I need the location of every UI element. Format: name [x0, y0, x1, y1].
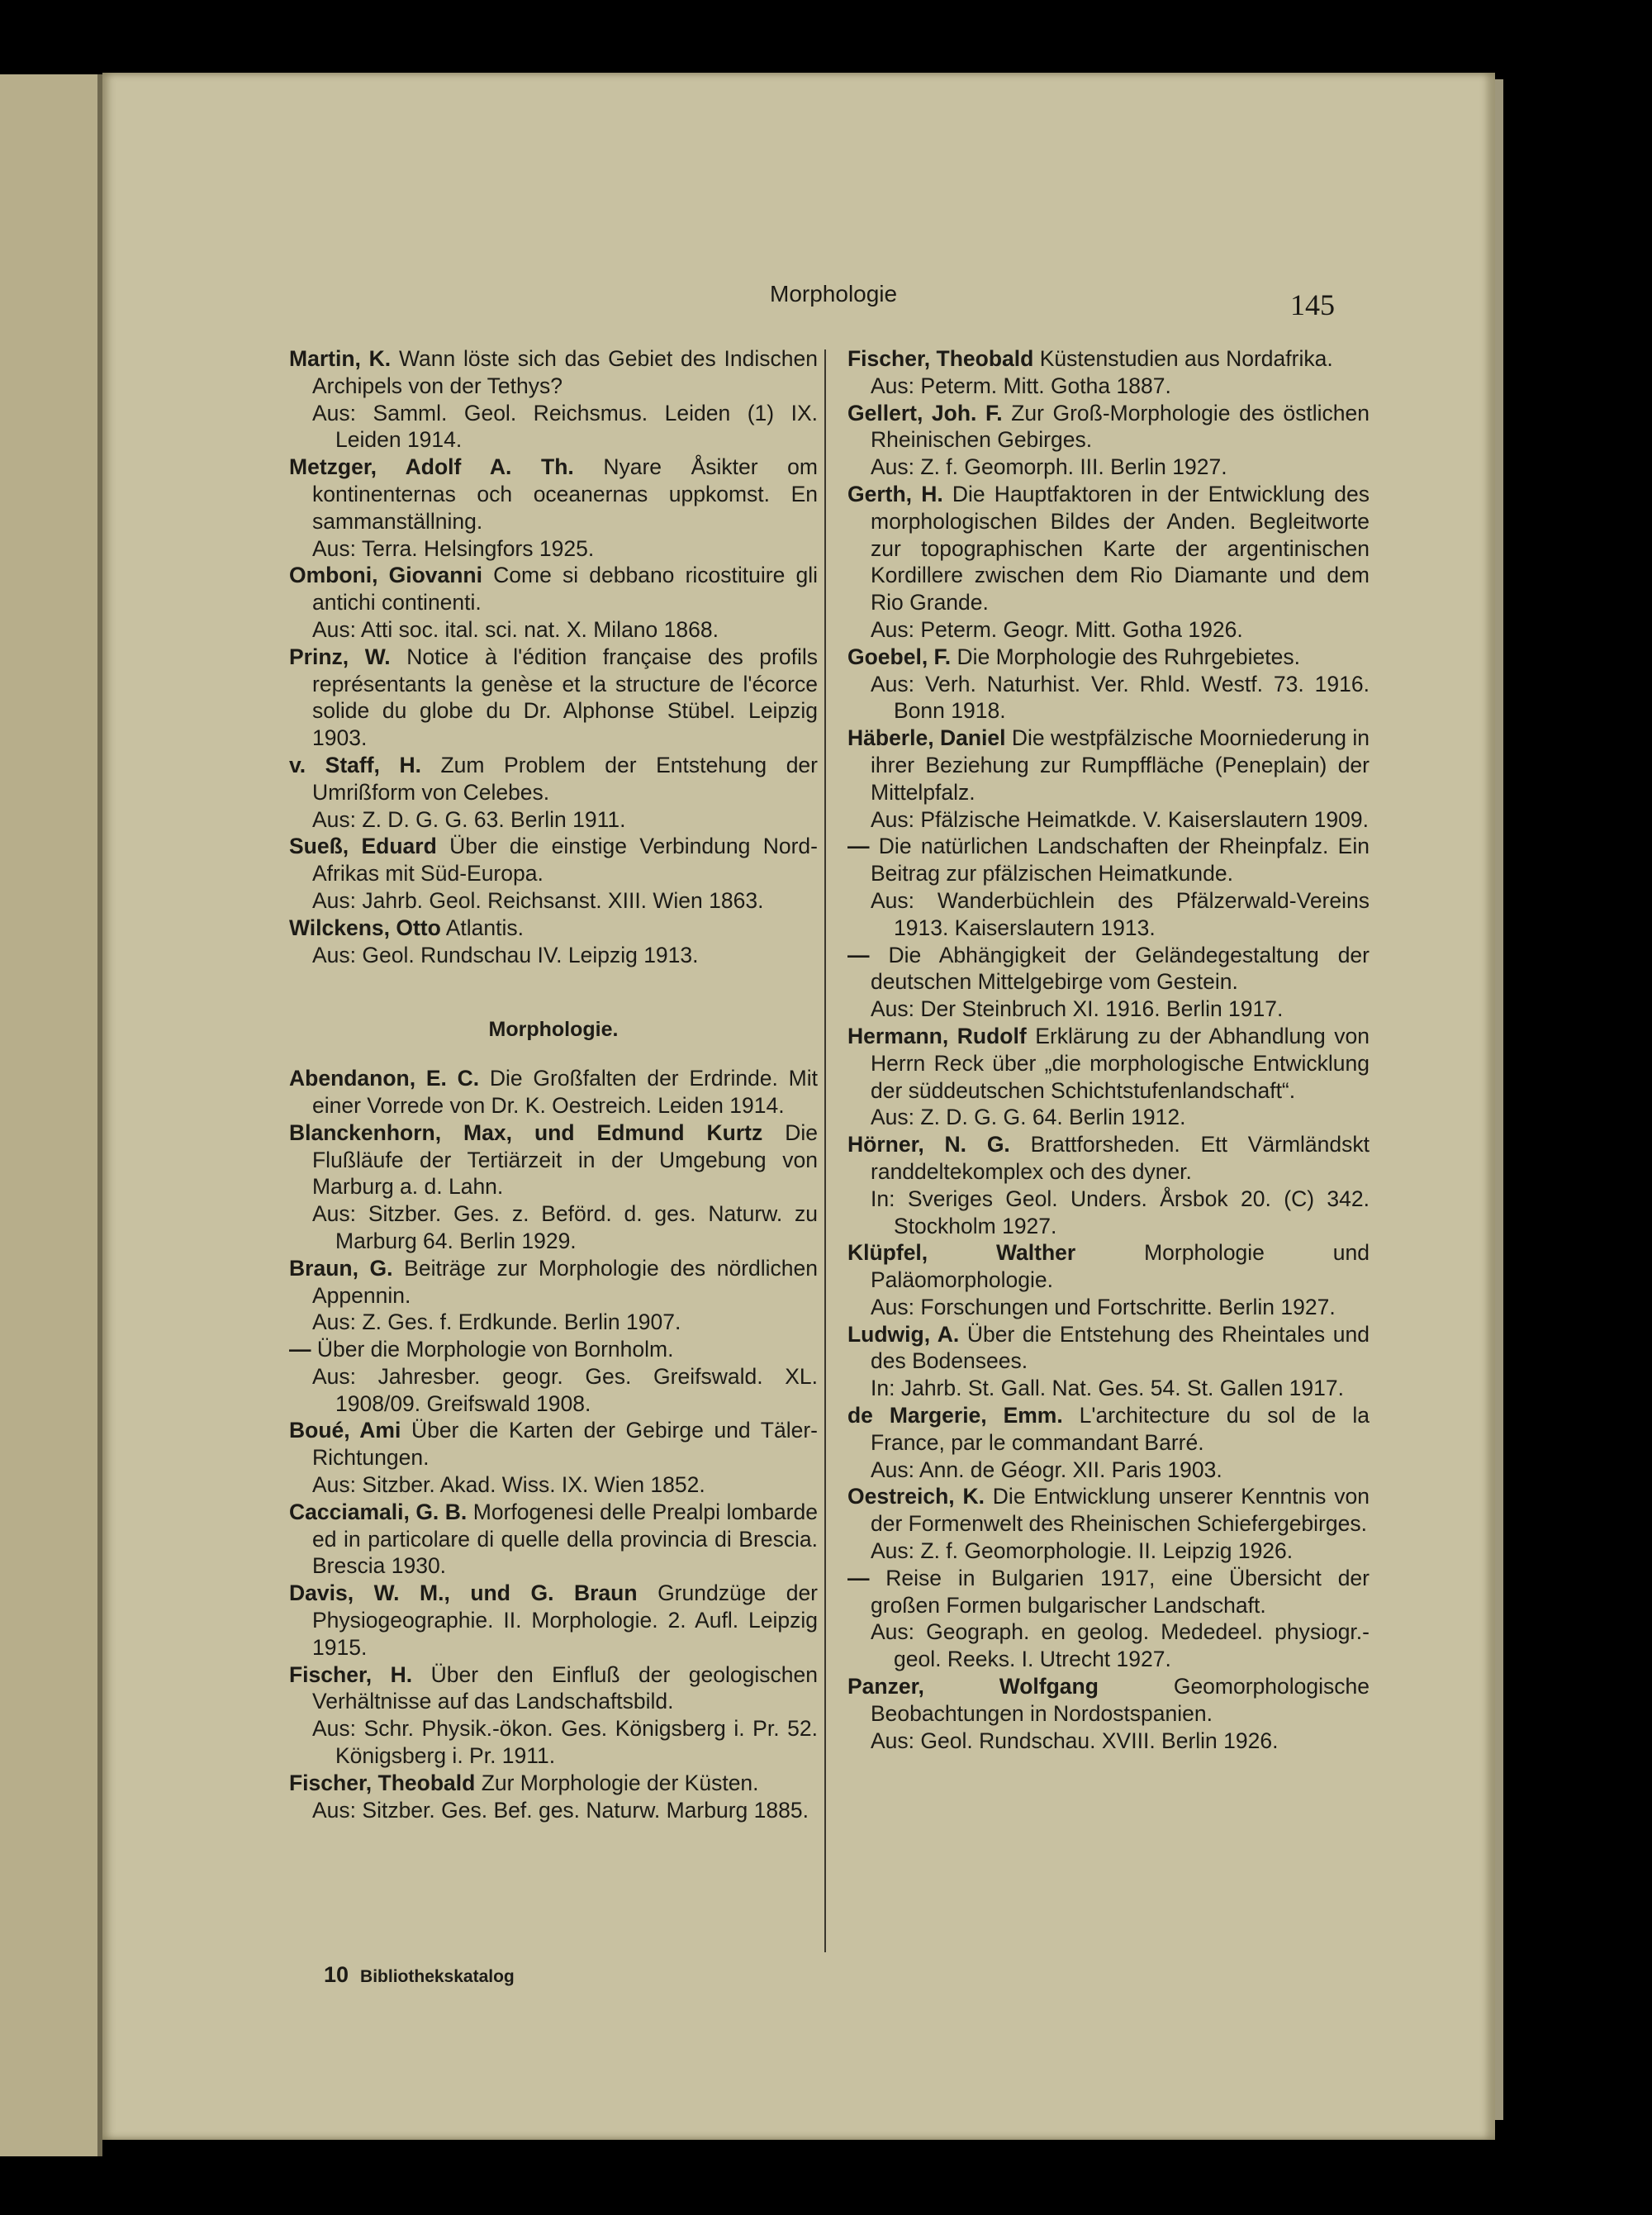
entry-author: Häberle, Daniel	[847, 725, 1006, 751]
bibliography-entry	[847, 1321, 1370, 1402]
entry-main	[289, 345, 818, 400]
entry-source: Aus: Sitzber. Ges. Bef. ges. Naturw. Marburg 1885.	[312, 1797, 809, 1823]
entry-main	[847, 644, 1370, 671]
entry-source: Aus: Pfälzische Heimatkde. V. Kaiserslautern 1909.	[871, 806, 1369, 832]
bibliography-entry	[289, 752, 818, 833]
entry-source: Aus: Z. D. G. G. 63. Berlin 1911.	[312, 806, 626, 832]
entry-main	[847, 1402, 1370, 1457]
entry-author: Braun, G.	[289, 1255, 393, 1281]
entry-title: Über den Einfluß der geologischen Verhältnisse auf das Landschaftsbild.	[312, 1661, 818, 1714]
entry-author: Cacciamali, G. B.	[289, 1499, 468, 1524]
entry-main	[289, 1255, 818, 1310]
entry-title: Notice à l'édition française des profils représentants la genèse et la structure de l'écorce solide du globe du Dr. Alphonse Stübel. Leipzig 1903.	[312, 644, 818, 751]
entry-author: —	[289, 1337, 311, 1362]
entry-title: Die Großfalten der Erdrinde. Mit einer Vorrede von Dr. K. Oestreich. Leiden 1914.	[312, 1066, 818, 1118]
entry-source: Aus: Z. f. Geomorphologie. II. Leipzig 1926.	[871, 1538, 1294, 1564]
running-title: Morphologie	[770, 281, 898, 307]
entry-title: Die natürlichen Landschaften der Rheinpfalz. Ein Beitrag zur pfälzischen Heimatkunde.	[871, 834, 1370, 886]
bibliography-entry	[847, 400, 1370, 481]
bibliography-entry	[847, 725, 1370, 833]
entry-source: Aus: Terra. Helsingfors 1925.	[312, 535, 595, 561]
entry-title: Atlantis.	[445, 915, 524, 940]
bibliography-entry	[289, 1499, 818, 1580]
bibliography-entry	[289, 1255, 818, 1336]
entry-title: Zum Problem der Entstehung der Umrißform von Celebes.	[312, 752, 818, 805]
entry-source: Aus: Schr. Physik.-ökon. Ges. Königsberg i. Pr. 52. Königsberg i. Pr. 1911.	[312, 1716, 818, 1769]
bibliography-entry	[289, 1580, 818, 1661]
entry-title: Morphologie und Paläomorphologie.	[871, 1240, 1370, 1293]
entry-source: Aus: Jahrb. Geol. Reichsanst. XIII. Wien 1863.	[312, 887, 764, 913]
entry-author: Boué, Ami	[289, 1418, 401, 1443]
bibliography-entry	[847, 1565, 1370, 1673]
entry-author: Metzger, Adolf A. Th.	[289, 454, 574, 480]
bibliography-entry	[847, 942, 1370, 1023]
entry-main	[847, 345, 1370, 373]
page-footer	[324, 1962, 515, 1988]
entry-author: Blanckenhorn, Max, und Edmund Kurtz	[289, 1119, 763, 1145]
entry-title: Die Abhängigkeit der Geländegestaltung der deutschen Mittelgebirge vom Gestein.	[871, 942, 1370, 995]
bibliography-entry	[289, 1661, 818, 1770]
previous-page-edge	[0, 74, 102, 2156]
entry-main	[847, 400, 1370, 454]
bibliography-entry	[847, 1131, 1370, 1239]
entry-author: Goebel, F.	[847, 644, 952, 669]
entry-main	[847, 725, 1370, 806]
entry-main	[847, 1673, 1370, 1728]
entry-main	[847, 1565, 1370, 1619]
entry-title: Geomorphologische Beobachtungen in Nordostspanien.	[871, 1674, 1370, 1726]
entry-main	[847, 1483, 1370, 1538]
entry-source: Aus: Samml. Geol. Reichsmus. Leiden (1) IX. Leiden 1914.	[312, 400, 818, 453]
page-edge	[1495, 79, 1503, 2120]
column-divider	[824, 349, 826, 1952]
bibliography-entry	[847, 833, 1370, 941]
entry-main	[289, 1336, 818, 1363]
entry-source: In: Jahrb. St. Gall. Nat. Ges. 54. St. Gallen 1917.	[871, 1376, 1344, 1401]
entry-main	[289, 915, 818, 942]
book-page	[102, 73, 1495, 2140]
entry-author: v. Staff, H.	[289, 752, 421, 777]
bibliography-entry	[289, 1417, 818, 1498]
bibliography-entry	[289, 562, 818, 643]
bibliography-entry	[847, 1239, 1370, 1320]
left-column	[289, 345, 818, 1823]
entry-author: Panzer, Wolfgang	[847, 1674, 1099, 1699]
right-column	[847, 345, 1370, 1754]
bibliography-entry	[847, 481, 1370, 644]
entry-title: Über die Morphologie von Bornholm.	[316, 1337, 674, 1362]
bibliography-entry	[847, 345, 1370, 400]
entry-source: Aus: Ann. de Géogr. XII. Paris 1903.	[871, 1457, 1222, 1482]
entry-main	[289, 1499, 818, 1580]
entry-author: Sueß, Eduard	[289, 834, 437, 859]
entry-title: Über die Entstehung des Rheintales und des Bodensees.	[871, 1321, 1370, 1374]
entry-title: Erklärung zu der Abhandlung von Herrn Reck über „die morphologische Entwicklung der süddeutschen Schichtstufenlandschaft“.	[871, 1023, 1370, 1103]
entry-source: Aus: Sitzber. Ges. z. Beförd. d. ges. Naturw. zu Marburg 64. Berlin 1929.	[312, 1201, 818, 1253]
entry-main	[847, 942, 1370, 996]
bibliography-entry	[847, 1483, 1370, 1564]
entry-author: —	[847, 1565, 870, 1590]
entry-main	[289, 454, 818, 535]
entry-title: L'architecture du sol de la France, par le commandant Barré.	[871, 1403, 1370, 1455]
entry-source: Aus: Geol. Rundschau. XVIII. Berlin 1926.	[871, 1728, 1279, 1753]
entry-source: Aus: Geograph. en geolog. Mededeel. physiogr.-geol. Reeks. I. Utrecht 1927.	[871, 1619, 1370, 1672]
entry-title: Die Flußläufe der Tertiärzeit in der Umgebung von Marburg a. d. Lahn.	[312, 1119, 818, 1200]
entry-author: Fischer, H.	[289, 1661, 413, 1687]
entry-author: Prinz, W.	[289, 644, 391, 669]
bibliography-entry	[289, 345, 818, 454]
section-heading: Morphologie.	[488, 1018, 619, 1042]
entry-title: Come si debbano ricostituire gli antichi continenti.	[312, 563, 818, 616]
bibliography-entry	[289, 1770, 818, 1824]
bibliography-entry	[289, 1065, 818, 1119]
bibliography-entry	[289, 915, 818, 969]
entry-source: In: Sveriges Geol. Unders. Årsbok 20. (C) 342. Stockholm 1927.	[871, 1186, 1370, 1238]
entry-source: Aus: Verh. Naturhist. Ver. Rhld. Westf. 73. 1916. Bonn 1918.	[871, 671, 1370, 724]
entry-author: —	[847, 942, 870, 967]
entry-author: Hörner, N. G.	[847, 1132, 1010, 1157]
bibliography-entry	[847, 1673, 1370, 1754]
entry-author: de Margerie, Emm.	[847, 1403, 1063, 1428]
entry-source: Aus: Atti soc. ital. sci. nat. X. Milano 1868.	[312, 616, 719, 642]
entry-main	[289, 833, 818, 887]
entry-main	[289, 1065, 818, 1119]
entry-main	[847, 1131, 1370, 1186]
entry-title: Wann löste sich das Gebiet des Indischen Archipels von der Tethys?	[312, 346, 818, 398]
entry-author: Davis, W. M., und G. Braun	[289, 1580, 638, 1606]
entry-author: Oestreich, K.	[847, 1484, 985, 1509]
entry-author: Fischer, Theobald	[289, 1770, 476, 1795]
entry-source: Aus: Z. f. Geomorph. III. Berlin 1927.	[871, 454, 1227, 480]
entry-title: Über die einstige Verbindung Nord-Afrikas mit Süd-Europa.	[312, 834, 818, 886]
entry-main	[289, 644, 818, 752]
entry-title: Reise in Bulgarien 1917, eine Übersicht der großen Formen bulgarischer Landschaft.	[871, 1565, 1370, 1618]
entry-main	[289, 1770, 818, 1797]
entry-source: Aus: Z. D. G. G. 64. Berlin 1912.	[871, 1105, 1186, 1130]
entry-source: Aus: Z. Ges. f. Erdkunde. Berlin 1907.	[312, 1310, 681, 1335]
entry-main	[847, 481, 1370, 616]
entry-source: Aus: Der Steinbruch XI. 1916. Berlin 1917.	[871, 996, 1284, 1022]
entry-title: Die Entwicklung unserer Kenntnis von der Formenwelt des Rheinischen Schiefergebirges.	[871, 1484, 1370, 1537]
entry-main	[847, 1239, 1370, 1294]
entry-author: Klüpfel, Walther	[847, 1240, 1076, 1266]
page-number: 145	[1290, 288, 1335, 321]
entry-author: Omboni, Giovanni	[289, 563, 482, 588]
page-header	[102, 279, 1495, 321]
entry-title: Zur Groß-Morphologie des östlichen Rheinischen Gebirges.	[871, 400, 1370, 453]
entry-title: Morfogenesi delle Prealpi lombarde ed in particolare di quelle della provincia di Brescia. Brescia 1930.	[312, 1499, 818, 1579]
entry-title: Zur Morphologie der Küsten.	[481, 1770, 759, 1795]
entry-main	[847, 1321, 1370, 1376]
entry-title: Die westpfälzische Moorniederung in ihrer Beziehung zur Rumpffläche (Peneplain) der Mittelpfalz.	[871, 725, 1370, 805]
entry-source: Aus: Forschungen und Fortschritte. Berlin 1927.	[871, 1294, 1336, 1319]
entry-title: Küstenstudien aus Nordafrika.	[1039, 346, 1333, 371]
entry-main	[847, 1023, 1370, 1104]
entry-main	[289, 1417, 818, 1471]
entry-main	[847, 833, 1370, 887]
entry-main	[289, 1661, 818, 1716]
bibliography-entry	[289, 1119, 818, 1255]
entry-author: Martin, K.	[289, 346, 392, 371]
entry-title: Brattforsheden. Ett Värmländskt randdeltekomplex och des dyner.	[871, 1132, 1370, 1184]
entry-title: Die Hauptfaktoren in der Entwicklung des morphologischen Bildes der Anden. Begleitworte zur topographischen Karte der argentinischen Kordillere zwischen dem Rio Diamante und dem Rio Grande.	[871, 481, 1370, 616]
entry-author: Gellert, Joh. F.	[847, 400, 1003, 425]
entry-title: Grundzüge der Physiogeographie. II. Morphologie. 2. Aufl. Leipzig 1915.	[312, 1580, 819, 1660]
bibliography-entry	[847, 644, 1370, 725]
bibliography-entry	[289, 1336, 818, 1417]
bibliography-entry	[847, 1023, 1370, 1131]
bibliography-entry	[289, 644, 818, 752]
entry-author: —	[847, 834, 870, 859]
entry-main	[289, 752, 818, 806]
left-entries-bottom	[289, 1065, 818, 1823]
entry-source: Aus: Peterm. Geogr. Mitt. Gotha 1926.	[871, 616, 1243, 642]
right-entries	[847, 345, 1370, 1754]
entry-title: Nyare Åsikter om kontinenternas och oceanernas uppkomst. En sammanställning.	[312, 454, 818, 534]
entry-author: Ludwig, A.	[847, 1321, 960, 1347]
entry-main	[289, 1119, 818, 1200]
entry-main	[289, 562, 818, 616]
entry-title: Über die Karten der Gebirge und Täler-Richtungen.	[312, 1418, 818, 1471]
entry-author: Wilckens, Otto	[289, 915, 441, 940]
entry-author: Hermann, Rudolf	[847, 1023, 1027, 1048]
entry-main	[289, 1580, 818, 1661]
bibliography-entry	[289, 833, 818, 914]
entry-source: Aus: Peterm. Mitt. Gotha 1887.	[871, 373, 1171, 398]
entry-source: Aus: Jahresber. geogr. Ges. Greifswald. XL. 1908/09. Greifswald 1908.	[312, 1363, 818, 1416]
entry-source: Aus: Geol. Rundschau IV. Leipzig 1913.	[312, 942, 699, 967]
bibliography-entry	[289, 454, 818, 562]
entry-title: Die Morphologie des Ruhrgebietes.	[957, 644, 1300, 669]
entry-author: Gerth, H.	[847, 481, 943, 506]
left-entries-top	[289, 345, 818, 968]
entry-title: Beiträge zur Morphologie des nördlichen Appennin.	[312, 1255, 818, 1308]
signature-number: 10	[324, 1962, 349, 1987]
entry-author: Abendanon, E. C.	[289, 1066, 480, 1091]
entry-source: Aus: Sitzber. Akad. Wiss. IX. Wien 1852.	[312, 1472, 705, 1498]
signature-text: Bibliothekskatalog	[360, 1967, 515, 1986]
entry-author: Fischer, Theobald	[847, 346, 1034, 371]
bibliography-entry	[847, 1402, 1370, 1483]
entry-source: Aus: Wanderbüchlein des Pfälzerwald-Vereins 1913. Kaiserslautern 1913.	[871, 887, 1370, 940]
